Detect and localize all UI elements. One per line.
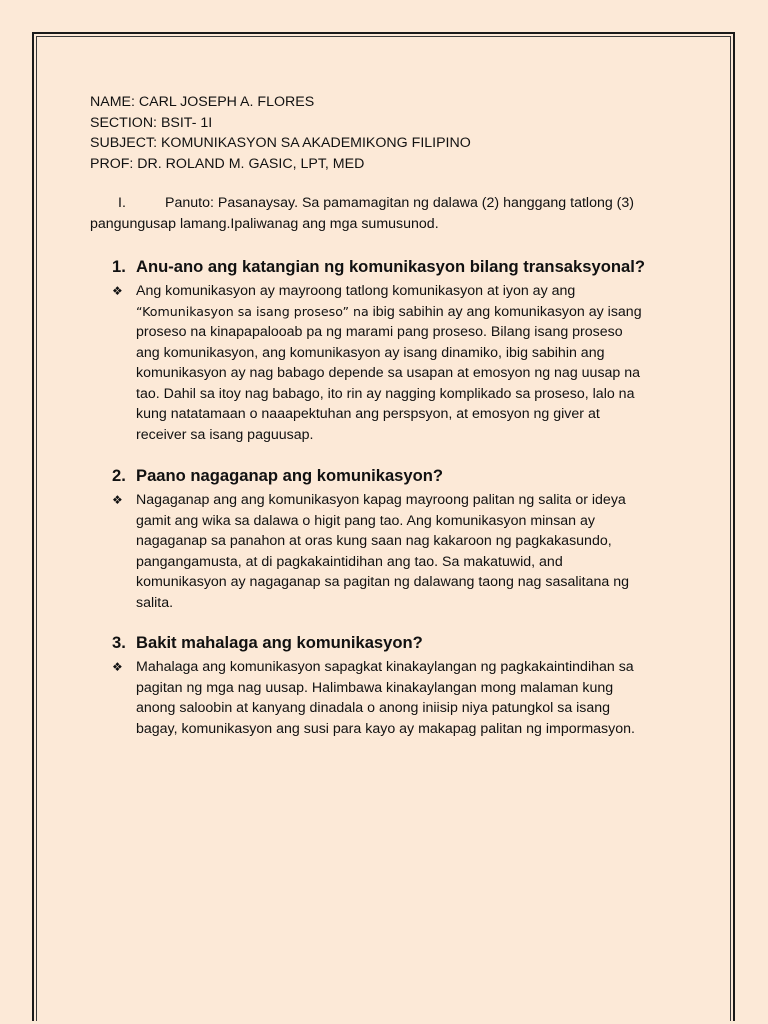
four-diamond-bullet-icon: ❖ [112, 493, 123, 507]
answer-line: pangangamusta, at di pagkakaintidihan ang tao. Sa makatuwid, and [136, 553, 563, 570]
answer-line [136, 302, 692, 323]
answer [112, 490, 692, 613]
question-2 [112, 465, 692, 613]
answer-line: nagaganap sa panahon at oras kung saan nag kakaroon ng pagkakasundo, [136, 533, 612, 549]
instructions-text-1: Panuto: Pasanaysay. Sa pamamagitan ng dalawa (2) hanggang tatlong (3) [165, 195, 635, 211]
answer-line-rest: ibig sabihin ay ang komunikasyon ay isang [368, 303, 642, 320]
document-header [90, 92, 471, 174]
question-text: Bakit mahalaga ang komunikasyon? [136, 633, 423, 652]
answer-line: anong saloobin at kanyang dinadala o anong iniisip niya patungkol sa isang [136, 700, 611, 716]
answer-line: salita. [136, 594, 174, 611]
question-title [112, 465, 692, 487]
answer [112, 281, 692, 445]
question-number: 2. [112, 466, 126, 485]
answer-line: proseso na kinapapalooab pa ng marami pang proseso. Bilang isang proseso [136, 324, 623, 340]
question-1 [112, 256, 692, 445]
answer-line: Nagaganap ang ang komunikasyon kapag mayroong palitan ng salita or ideya [136, 492, 626, 508]
professor: PROF: DR. ROLAND M. GASIC, LPT, MED [90, 155, 365, 172]
answer-line: bagay, komunikasyon ang susi para kayo ay makapag palitan ng impormasyon. [136, 720, 635, 737]
student-name: NAME: CARL JOSEPH A. FLORES [90, 94, 315, 110]
subject: SUBJECT: KOMUNIKASYON SA AKADEMIKONG FILIPINO [90, 135, 471, 151]
question-text: Anu-ano ang katangian ng komunikasyon bilang transaksyonal? [136, 257, 645, 276]
answer-line: Mahalaga ang komunikasyon sapagkat kinakaylangan ng pagkakaintindihan sa [136, 659, 634, 675]
answer-line: komunikasyon ay nag babago depende sa usapan at emosyon ng nag uusap na [136, 365, 641, 381]
question-3 [112, 632, 692, 739]
student-section: SECTION: BSIT- 1I [90, 114, 213, 131]
answer-line: tao. Dahil sa itoy nag babago, ito rin ay nagging komplikado sa proseso, lalo na [136, 385, 635, 402]
answer-line: receiver sa isang paguusap. [136, 426, 314, 443]
question-title [112, 632, 692, 654]
four-diamond-bullet-icon: ❖ [112, 660, 123, 674]
question-number: 3. [112, 633, 126, 652]
answer-line: Ang komunikasyon ay mayroong tatlong komunikasyon at iyon ay ang [136, 283, 576, 299]
question-text: Paano nagaganap ang komunikasyon? [136, 466, 444, 485]
answer-line: kung natatamaan o naaapektuhan ang perspsyon, at emosyon ng giver at [136, 406, 600, 422]
instructions-number: I. [118, 195, 126, 211]
quoted-phrase: “Komunikasyon sa isang proseso” na [136, 303, 369, 319]
instructions-line-2: pangungusap lamang.Ipaliwanag ang mga sumusunod. [90, 216, 439, 232]
four-diamond-bullet-icon: ❖ [112, 284, 123, 298]
instructions-line-1 [90, 193, 690, 214]
answer-line: komunikasyon ay nagaganap sa pagitan ng dalawang taong nag sasalitana ng [136, 574, 629, 590]
question-title [112, 256, 692, 278]
answer [112, 657, 692, 739]
answer-line: gamit ang wika sa dalawa o higit pang tao. Ang komunikasyon minsan ay [136, 512, 596, 529]
question-number: 1. [112, 257, 126, 276]
instructions [90, 193, 690, 235]
answer-line: ang komunikasyon, ang komunikasyon ay isang dinamiko, ibig sabihin ang [136, 344, 605, 361]
answer-line: pagitan ng mga nag uusap. Halimbawa kinakaylangan mong malaman kung [136, 679, 614, 696]
